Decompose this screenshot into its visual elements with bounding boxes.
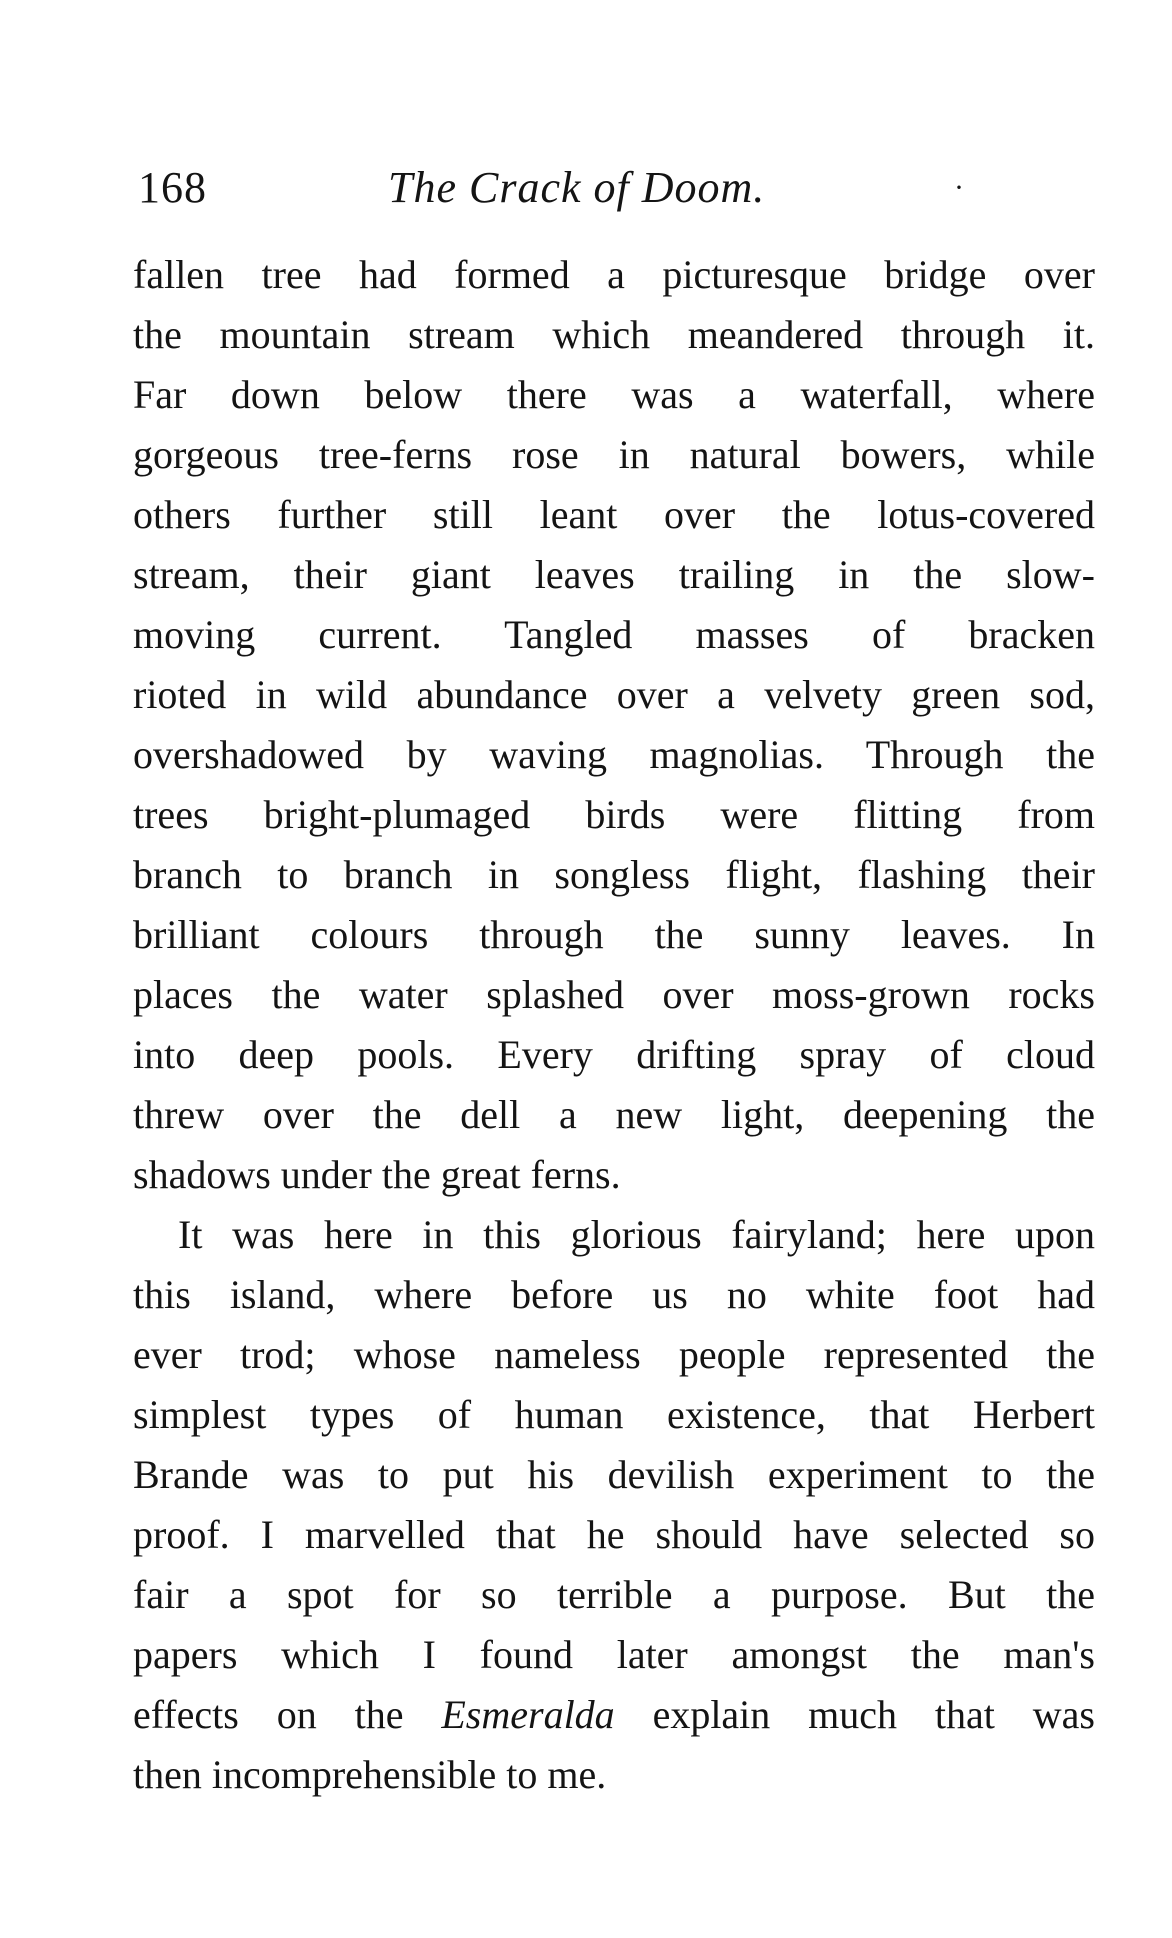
text-line: stream, their giant leaves trailing in the slow- [133,552,1095,597]
running-head [138,158,1038,218]
text-line: Far down below there was a waterfall, where [133,372,1095,417]
text-line: places the water splashed over moss-grown rocks [133,972,1095,1017]
text-segment: effects on the [133,1692,442,1737]
paragraph-2 [133,1205,1095,1805]
text-line: trees bright-plumaged birds were flitting from [133,792,1095,837]
text-line: brilliant colours through the sunny leaves. In [133,912,1095,957]
text-line: It was here in this glorious fairyland; here upon [178,1212,1095,1257]
text-line: this island, where before us no white foot had [133,1272,1095,1317]
ship-name-italic: Esmeralda [441,1692,615,1737]
text-line: branch to branch in songless flight, flashing their [133,852,1095,897]
body-text [133,245,1095,1805]
stray-mark: · [954,171,964,204]
text-line: into deep pools. Every drifting spray of cloud [133,1032,1095,1077]
text-line: fallen tree had formed a picturesque bridge over [133,252,1095,297]
text-line: Brande was to put his devilish experiment to the [133,1452,1095,1497]
text-line-with-italic [133,1685,1095,1745]
text-line: fair a spot for so terrible a purpose. But the [133,1572,1095,1617]
text-line: others further still leant over the lotus-covered [133,492,1095,537]
text-line: simplest types of human existence, that Herbert [133,1392,1095,1437]
text-line: shadows under the great ferns. [133,1152,621,1197]
text-line: then incomprehensible to me. [133,1752,607,1797]
page-number: 168 [138,163,207,212]
text-line: papers which I found later amongst the man's [133,1632,1095,1677]
running-title: The Crack of Doom. [388,163,766,212]
text-line: ever trod; whose nameless people represented the [133,1332,1095,1377]
text-line: rioted in wild abundance over a velvety green sod, [133,672,1095,717]
text-segment: explain much that was [614,1692,1095,1737]
text-line: proof. I marvelled that he should have selected so [133,1512,1095,1557]
text-line: threw over the dell a new light, deepening the [133,1092,1095,1137]
text-line: moving current. Tangled masses of bracken [133,612,1095,657]
text-line: gorgeous tree-ferns rose in natural bowers, while [133,432,1095,477]
text-line: overshadowed by waving magnolias. Through the [133,732,1095,777]
paragraph-1 [133,245,1095,1205]
text-line: the mountain stream which meandered through it. [133,312,1095,357]
